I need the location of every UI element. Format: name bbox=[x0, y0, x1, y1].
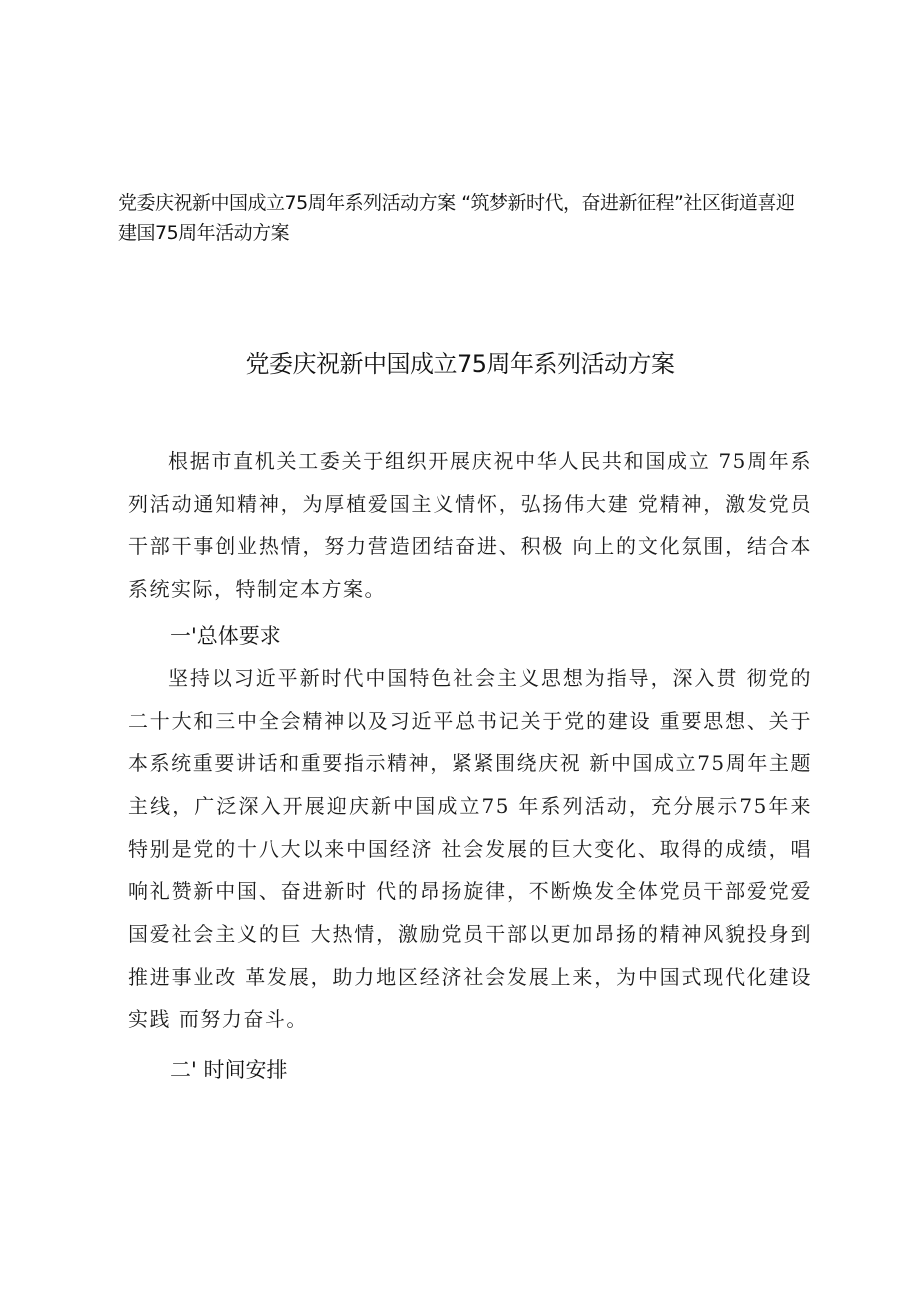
document-body bbox=[128, 440, 812, 1091]
section-heading-schedule: 二' 时间安排 bbox=[170, 1058, 288, 1083]
document-header: 党委庆祝新中国成立75周年系列活动方案 “筑梦新时代，奋进新征程”社区街道喜迎建国75周年活动方案 bbox=[118, 192, 795, 244]
requirements-paragraph: 坚持以习近平新时代中国特色社会主义思想为指导，深入贯 彻党的二十大和三中全会精神以及习近平总书记关于党的建设 重要思想、关于本系统重要讲话和重要指示精神，紧紧围绕庆祝 新中国成立75周年主题主线，广泛深入开展迎庆新中国成立75 年系列活动，充分展示75年来特别是党的十八大以来中国经济 社会发展的巨大变化、取得的成绩，唱响礼赞新中国、奋进新时 代的昂扬旋律，不断焕发全体党员干部爱党爱国爱社会主义的巨 大热情，激励党员干部以更加昂扬的精神风貌投身到推进事业改 革发展，助力地区经济社会发展上来，为中国式现代化建设实践 而努力奋斗。 bbox=[128, 665, 812, 1032]
document-title: 党委庆祝新中国成立75周年系列活动方案 bbox=[245, 350, 675, 378]
intro-paragraph: 根据市直机关工委关于组织开展庆祝中华人民共和国成立 75周年系列活动通知精神，为厚植爱国主义情怀，弘扬伟大建 党精神，激发党员干部干事创业热情，努力营造团结奋进、积极 向上的文化氛围，结合本系统实际，特制定本方案。 bbox=[128, 449, 812, 602]
section-heading-requirements: 一'总体要求 bbox=[170, 623, 281, 648]
